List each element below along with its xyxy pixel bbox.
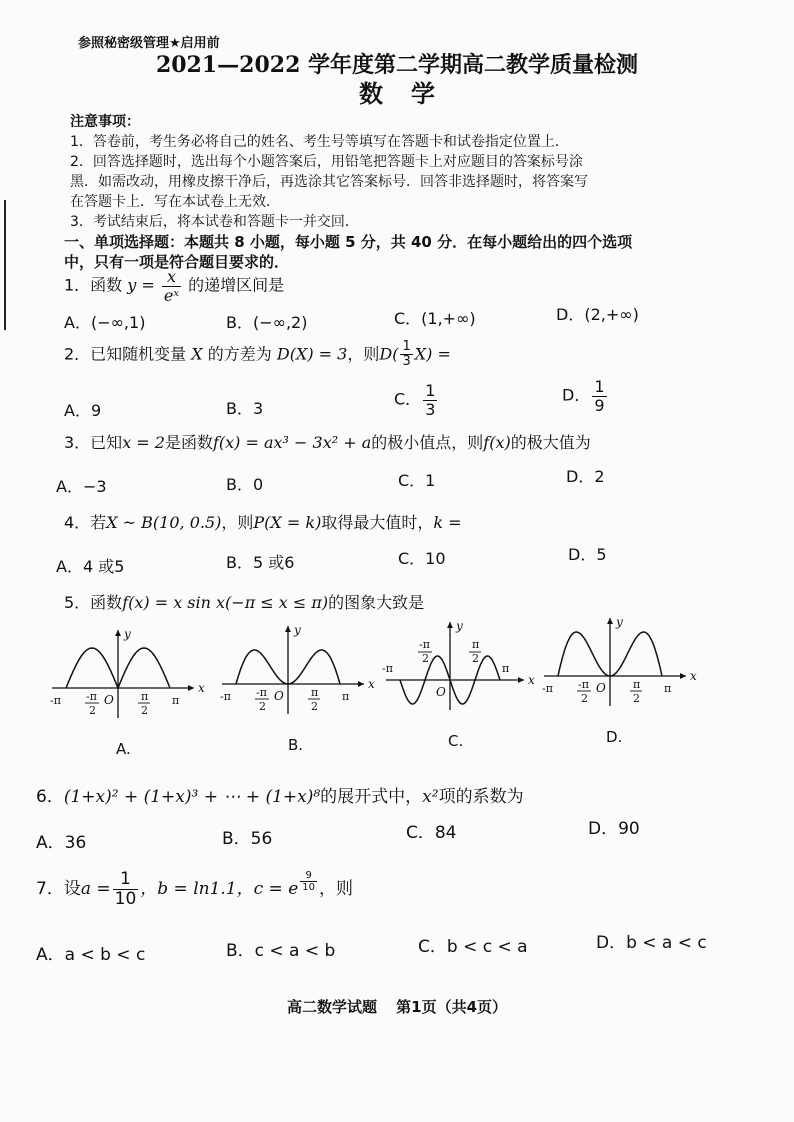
q7-a-num: 1 <box>113 870 139 890</box>
q1-den: eˣ <box>163 285 180 305</box>
q3-mid2: 的极小值点，则 <box>371 433 484 452</box>
q5-a-tick-negpi2-den: 2 <box>89 704 96 717</box>
q5-b-origin: O <box>274 689 284 703</box>
q5-d-x-label: x <box>690 669 697 683</box>
page-footer: 高二数学试题 第1页（共4页） <box>286 998 508 1016</box>
section1-line1: 一、单项选择题：本题共 8 小题，每小题 5 分，共 40 分．在每小题给出的四个选项 <box>64 233 633 251</box>
q7-c: c = e <box>253 879 299 900</box>
q7-option-a: A．a < b < c <box>36 945 146 965</box>
q5-label-c: C. <box>448 732 464 750</box>
q2-expr1: D(X) = 3 <box>276 344 348 364</box>
q6-mid: 的展开式中， <box>320 787 423 807</box>
q3-option-d: D．2 <box>566 467 605 486</box>
q1-prefix: 1．函数 <box>64 275 123 295</box>
q7-suffix: ，则 <box>319 879 353 900</box>
q5-label-a: A. <box>116 740 131 758</box>
q4-expr1: X ~ B(10, 0.5) <box>106 513 222 532</box>
q2-expr2-post: X) = <box>414 344 451 364</box>
q2-option-c-label: C． <box>394 389 422 409</box>
section1-line2: 中，只有一项是符合题目要求的． <box>64 253 290 271</box>
q5-c-y-arrow <box>447 622 453 628</box>
q7-option-d: D．b < a < c <box>596 933 707 953</box>
q5-expr1: f(x) = x sin x(−π ≤ x ≤ π) <box>122 593 329 612</box>
q5-c-x-arrow <box>518 677 524 683</box>
q5-a-tick-negpi2-num: -π <box>86 690 97 703</box>
q4-option-d: D．5 <box>568 545 607 564</box>
q5-d-tick-pi: π <box>664 682 672 695</box>
q5-suffix: 的图象大致是 <box>328 593 425 612</box>
q3-expr3: f(x) <box>483 433 511 452</box>
q7-a: a = <box>80 879 111 900</box>
q2-d-den: 9 <box>594 395 605 415</box>
q2-c-den: 3 <box>425 399 436 419</box>
q5-d-tick-negpi2-num: -π <box>578 678 589 691</box>
q1-suffix: 的递增区间是 <box>188 275 285 295</box>
q3-expr2: f(x) = ax³ − 3x² + a <box>212 433 372 452</box>
q2-prefix: 2．已知随机变量 <box>64 344 187 364</box>
q5-b-tick-negpi2-den: 2 <box>259 700 266 713</box>
q5-a-tick-pi2-den: 2 <box>141 704 148 717</box>
exam-title: 2021—2022 学年度第二学期高二教学质量检测 <box>155 52 639 78</box>
q3-suffix: 的极大值为 <box>510 433 591 452</box>
q5-a-x-arrow <box>188 685 194 691</box>
q2-var: X <box>191 344 203 364</box>
q2-mid2: ，则 <box>347 344 380 364</box>
q5-d-x-arrow <box>680 673 686 679</box>
q5-c-tick-pi2-den: 2 <box>472 652 479 665</box>
secret-level: 参照秘密级管理★启用前 <box>78 36 220 51</box>
q3-option-a: A．−3 <box>56 477 107 496</box>
q6-prefix: 6． <box>36 787 64 807</box>
q5-a-tick-pi2-num: π <box>141 690 149 703</box>
q6-option-d: D．90 <box>588 819 640 839</box>
notice-item-2c: 在答题卡上．写在本试卷上无效． <box>70 194 280 210</box>
question-6 <box>36 782 524 807</box>
q1-option-b: B．(−∞,2) <box>226 313 308 332</box>
q6-expr: (1+x)² + (1+x)³ + ⋯ + (1+x)⁸ <box>63 787 321 807</box>
q5-c-y-label: y <box>456 619 463 633</box>
q5-c-tick-negpi: -π <box>382 662 393 675</box>
notice-item-2: 2．回答选择题时，选出每个小题答案后，用铅笔把答题卡上对应题目的答案标号涂 <box>70 154 583 170</box>
q5-a-y-label: y <box>124 627 131 641</box>
q1-option-d: D．(2,+∞) <box>556 305 639 324</box>
q7-c-exp-num: 9 <box>300 870 317 882</box>
q7-option-b: B．c < a < b <box>226 941 336 961</box>
q1-func: y = <box>127 275 155 295</box>
q5-d-tick-negpi2-den: 2 <box>581 692 588 705</box>
q1-num: x <box>162 268 181 287</box>
q5-b-tick-negpi2-num: -π <box>256 686 267 699</box>
q7-b: ，b = ln1.1， <box>140 879 254 900</box>
q5-a-tick-pi: π <box>172 694 180 707</box>
q7-prefix: 7．设 <box>36 879 81 900</box>
q5-a-x-label: x <box>198 681 205 695</box>
q5-b-tick-negpi: -π <box>220 690 231 703</box>
q1-option-a: A．(−∞,1) <box>64 313 146 332</box>
q4-mid: ，则 <box>221 513 254 532</box>
q5-b-tick-pi2-den: 2 <box>311 700 318 713</box>
q5-b-x-label: x <box>368 677 375 691</box>
q4-option-b: B．5 或6 <box>226 553 295 572</box>
question-7 <box>36 870 353 908</box>
q2-d-num: 1 <box>594 377 605 396</box>
q2-option-d-label: D． <box>562 385 591 405</box>
q2-expr2-pre: D( <box>379 344 399 364</box>
q4-option-c: C．10 <box>398 549 446 568</box>
q5-b-tick-pi2-num: π <box>311 686 319 699</box>
q5-b-y-label: y <box>294 623 301 637</box>
subject-title: 数学 <box>359 79 463 108</box>
q4-prefix: 4．若 <box>64 513 107 532</box>
q3-prefix: 3．已知 <box>64 433 123 452</box>
q1-option-c: C．(1,+∞) <box>394 309 476 328</box>
q4-expr2: P(X = k) <box>253 513 322 532</box>
q5-b-x-arrow <box>358 681 364 687</box>
notice-heading: 注意事项： <box>70 114 140 130</box>
q6-expr2: x² <box>422 787 439 807</box>
q5-c-x-label: x <box>528 673 535 687</box>
q5-b-tick-pi: π <box>342 690 350 703</box>
q2-option-a: A．9 <box>64 401 102 420</box>
q7-a-den: 10 <box>114 888 137 909</box>
q7-c-exp-den: 10 <box>302 882 315 893</box>
q5-a-y-arrow <box>115 630 121 636</box>
q7-option-c: C．b < c < a <box>418 937 528 957</box>
q2-c-num: 1 <box>425 381 436 400</box>
q4-option-a: A．4 或5 <box>56 557 125 576</box>
q5-prefix: 5．函数 <box>64 593 123 612</box>
q5-c-origin: O <box>436 685 446 699</box>
q5-c-tick-negpi2-num: -π <box>419 638 430 651</box>
q2-mid: 的方差为 <box>207 344 272 364</box>
q2-den: 3 <box>402 354 411 370</box>
q7-c-exp <box>300 870 317 893</box>
q7-a-frac <box>113 870 139 908</box>
notice-item-2b: 黑．如需改动，用橡皮擦干净后，再选涂其它答案标号．回答非选择题时，将答案写 <box>70 174 588 190</box>
q6-option-c: C．84 <box>406 823 457 843</box>
q4-expr3: k = <box>433 513 462 532</box>
q5-label-d: D. <box>606 728 623 746</box>
q3-expr1: x = 2 <box>122 433 165 452</box>
q3-option-b: B．0 <box>226 475 264 494</box>
q5-d-y-arrow <box>607 618 613 624</box>
q6-option-a: A．36 <box>36 833 87 853</box>
q5-a-tick-negpi: -π <box>50 694 61 707</box>
q5-b-y-arrow <box>285 626 291 632</box>
q5-d-tick-pi2-den: 2 <box>633 692 640 705</box>
q3-option-c: C．1 <box>398 471 436 490</box>
q2-num: 1 <box>402 339 411 354</box>
notice-item-1: 1．答卷前，考生务必将自己的姓名、考生号等填写在答题卡和试卷指定位置上． <box>70 134 569 150</box>
q3-mid: 是函数 <box>164 433 213 452</box>
q5-d-tick-pi2-num: π <box>633 678 641 691</box>
q5-a-origin: O <box>104 693 114 707</box>
q5-c-tick-pi: π <box>502 662 510 675</box>
q6-option-b: B．56 <box>222 829 273 849</box>
q6-suffix: 项的系数为 <box>438 787 524 807</box>
q5-c-tick-pi2-num: π <box>472 638 480 651</box>
q5-label-b: B. <box>288 736 304 754</box>
notice-item-3: 3．考试结束后，将本试卷和答题卡一并交回． <box>70 214 359 230</box>
q5-d-y-label: y <box>616 615 623 629</box>
q2-option-b: B．3 <box>226 399 264 418</box>
q5-c-tick-negpi2-den: 2 <box>422 652 429 665</box>
q5-d-tick-negpi: -π <box>542 682 553 695</box>
q4-mid2: 取得最大值时， <box>321 513 434 532</box>
q5-d-origin: O <box>596 681 606 695</box>
